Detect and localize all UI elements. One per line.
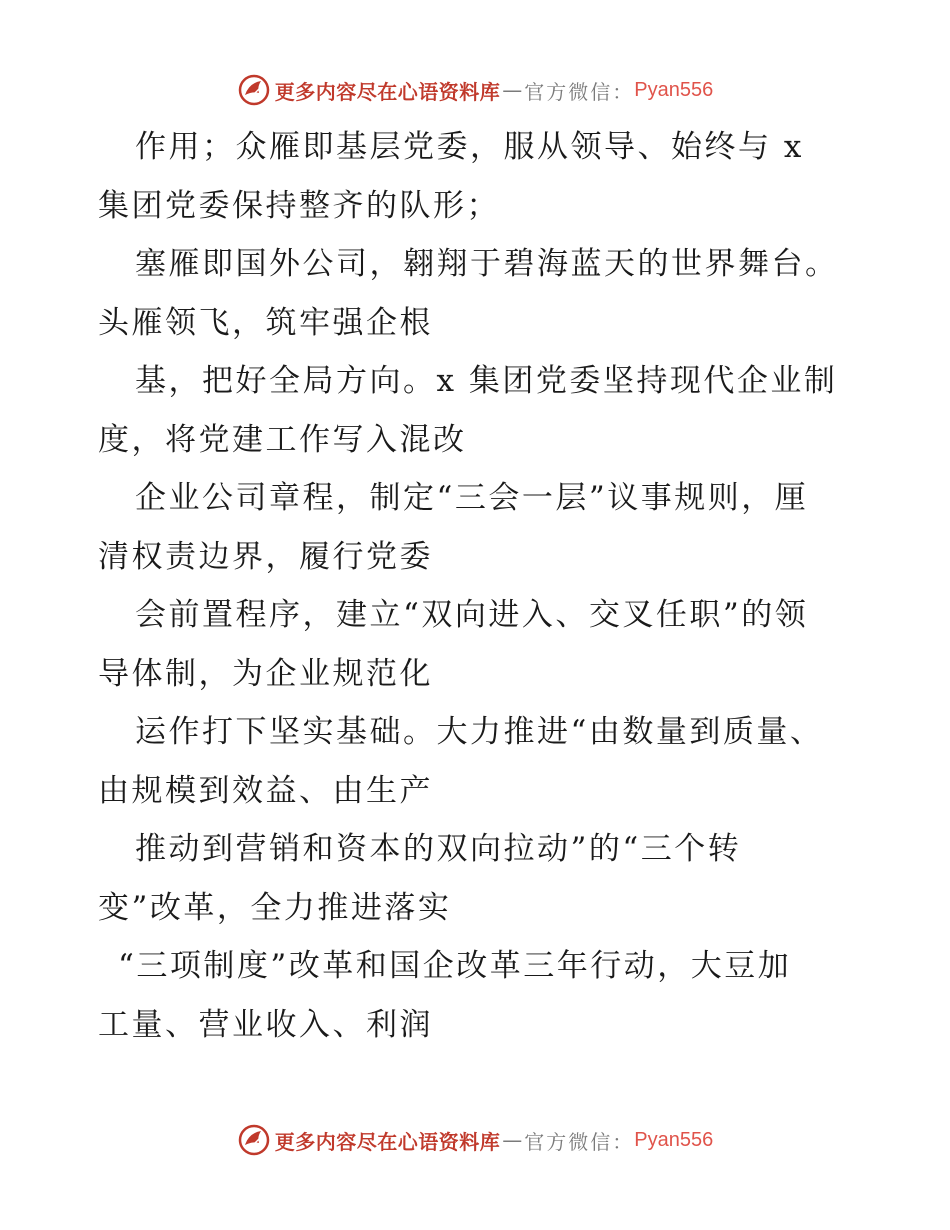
footer-banner [0,1120,950,1160]
text-line: 度，将党建工作写入混改 [98,421,467,458]
text-line: 塞雁即国外公司，翱翔于碧海蓝天的世界舞台。 [135,246,839,282]
header-banner [0,70,950,110]
text-line: 作用；众雁即基层党委，服从领导、始终与 x [135,129,804,165]
banner-dash: — [502,78,523,102]
text-line: 清权责边界，履行党委 [98,538,433,575]
text-line: 基，把好全局方向。x 集团党委坚持现代企业制 [135,363,838,399]
text-line: 导体制，为企业规范化 [98,655,433,692]
banner-dash: — [502,1128,523,1152]
text-line: “三项制度”改革和国企改革三年行动，大豆加 [118,948,792,984]
banner-brand-text: 更多内容尽在心语资料库 [274,79,501,104]
banner-account: Pyan556 [634,1128,714,1151]
text-line: 集团党委保持整齐的队形； [98,187,500,224]
text-line: 企业公司章程，制定“三会一层”议事规则，厘 [135,480,809,516]
logo-icon [237,73,271,107]
text-line: 会前置程序，建立“双向进入、交叉任职”的领 [135,597,809,633]
document-body [98,118,858,1054]
text-line: 由规模到效益、由生产 [98,772,433,809]
text-line: 头雁领飞，筑牢强企根 [98,304,433,341]
text-line: 运作打下坚实基础。大力推进“由数量到质量、 [135,714,824,750]
text-line: 工量、营业收入、利润 [98,1006,433,1043]
banner-wechat-label: 官方微信： [524,79,635,104]
banner-wechat-label: 官方微信： [524,1129,635,1154]
text-line: 变”改革，全力推进落实 [98,889,452,926]
text-line: 推动到营销和资本的双向拉动”的“三个转 [135,831,742,867]
logo-icon [237,1123,271,1157]
banner-brand-text: 更多内容尽在心语资料库 [274,1129,501,1154]
banner-account: Pyan556 [634,78,714,101]
